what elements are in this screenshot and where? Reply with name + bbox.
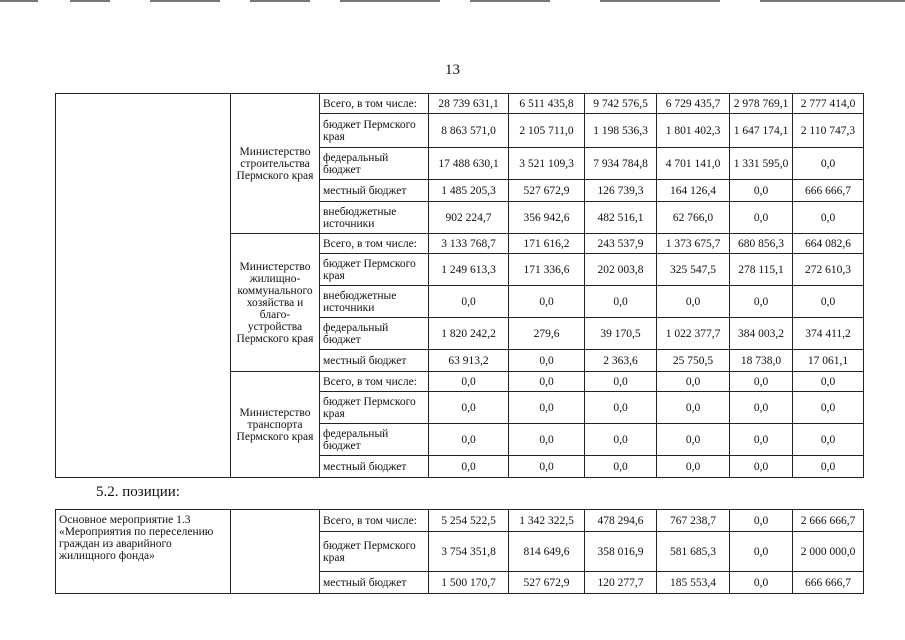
source-cell: бюджет Пермского края (320, 532, 429, 572)
value-cell: 374 411,2 (793, 318, 864, 350)
source-cell: Всего, в том числе: (320, 510, 429, 532)
value-cell: 0,0 (509, 392, 585, 424)
source-cell: бюджет Пермского края (320, 254, 429, 286)
ministry-cell: Министерство строительства Пермского края (231, 94, 320, 234)
value-cell: 0,0 (793, 148, 864, 180)
value-cell: 0,0 (429, 372, 509, 392)
value-cell: 0,0 (793, 202, 864, 234)
value-cell: 356 942,6 (509, 202, 585, 234)
value-cell: 0,0 (585, 392, 657, 424)
value-cell: 2 110 747,3 (793, 114, 864, 148)
value-cell: 279,6 (509, 318, 585, 350)
value-cell: 2 777 414,0 (793, 94, 864, 114)
value-cell: 0,0 (657, 286, 730, 318)
value-cell: 0,0 (429, 456, 509, 478)
value-cell: 2 978 769,1 (730, 94, 793, 114)
value-cell: 0,0 (793, 392, 864, 424)
source-cell: внебюджетные источники (320, 286, 429, 318)
source-cell: местный бюджет (320, 456, 429, 478)
value-cell: 5 254 522,5 (429, 510, 509, 532)
value-cell: 0,0 (585, 372, 657, 392)
value-cell: 767 238,7 (657, 510, 730, 532)
source-cell: бюджет Пермского края (320, 392, 429, 424)
value-cell: 814 649,6 (509, 532, 585, 572)
section-heading: 5.2. позиции: (96, 484, 180, 500)
ministry-cell: Министерство жилищно-коммунального хозяйства и благо-устройства Пермского края (231, 234, 320, 372)
value-cell: 17 488 630,1 (429, 148, 509, 180)
value-cell: 0,0 (793, 456, 864, 478)
value-cell: 0,0 (509, 424, 585, 456)
value-cell: 1 249 613,3 (429, 254, 509, 286)
value-cell: 581 685,3 (657, 532, 730, 572)
value-cell: 278 115,1 (730, 254, 793, 286)
source-cell: внебюджетные источники (320, 202, 429, 234)
source-cell: местный бюджет (320, 572, 429, 594)
value-cell: 1 647 174,1 (730, 114, 793, 148)
value-cell: 0,0 (730, 202, 793, 234)
value-cell: 0,0 (429, 424, 509, 456)
empty-activity-cell (56, 94, 231, 478)
value-cell: 2 105 711,0 (509, 114, 585, 148)
value-cell: 6 729 435,7 (657, 94, 730, 114)
value-cell: 666 666,7 (793, 572, 864, 594)
source-cell: федеральный бюджет (320, 318, 429, 350)
value-cell: 0,0 (730, 510, 793, 532)
activity-cell: Основное мероприятие 1.3 «Мероприятия по переселению граждан из аварийного жилищного фонда» (56, 510, 231, 594)
value-cell: 0,0 (657, 392, 730, 424)
value-cell: 126 739,3 (585, 180, 657, 202)
value-cell: 1 022 377,7 (657, 318, 730, 350)
value-cell: 0,0 (793, 372, 864, 392)
value-cell: 902 224,7 (429, 202, 509, 234)
value-cell: 272 610,3 (793, 254, 864, 286)
value-cell: 0,0 (657, 372, 730, 392)
source-cell: местный бюджет (320, 180, 429, 202)
value-cell: 478 294,6 (585, 510, 657, 532)
value-cell: 358 016,9 (585, 532, 657, 572)
value-cell: 527 672,9 (509, 572, 585, 594)
value-cell: 0,0 (793, 424, 864, 456)
value-cell: 0,0 (429, 286, 509, 318)
value-cell: 7 934 784,8 (585, 148, 657, 180)
value-cell: 3 133 768,7 (429, 234, 509, 254)
value-cell: 1 801 402,3 (657, 114, 730, 148)
source-cell: местный бюджет (320, 350, 429, 372)
value-cell: 2 666 666,7 (793, 510, 864, 532)
value-cell: 0,0 (509, 372, 585, 392)
value-cell: 482 516,1 (585, 202, 657, 234)
value-cell: 0,0 (509, 286, 585, 318)
source-cell: Всего, в том числе: (320, 94, 429, 114)
value-cell: 171 616,2 (509, 234, 585, 254)
value-cell: 185 553,4 (657, 572, 730, 594)
value-cell: 0,0 (730, 424, 793, 456)
value-cell: 527 672,9 (509, 180, 585, 202)
value-cell: 4 701 141,0 (657, 148, 730, 180)
source-cell: Всего, в том числе: (320, 234, 429, 254)
source-cell: Всего, в том числе: (320, 372, 429, 392)
positions-table (55, 509, 864, 594)
value-cell: 243 537,9 (585, 234, 657, 254)
value-cell: 0,0 (657, 424, 730, 456)
value-cell: 39 170,5 (585, 318, 657, 350)
value-cell: 2 000 000,0 (793, 532, 864, 572)
value-cell: 0,0 (730, 180, 793, 202)
value-cell: 680 856,3 (730, 234, 793, 254)
value-cell: 0,0 (509, 456, 585, 478)
value-cell: 666 666,7 (793, 180, 864, 202)
value-cell: 1 500 170,7 (429, 572, 509, 594)
value-cell: 0,0 (585, 424, 657, 456)
value-cell: 0,0 (730, 572, 793, 594)
ministry-cell (231, 510, 320, 594)
value-cell: 0,0 (793, 286, 864, 318)
table-row (56, 94, 864, 114)
value-cell: 18 738,0 (730, 350, 793, 372)
value-cell: 1 485 205,3 (429, 180, 509, 202)
value-cell: 202 003,8 (585, 254, 657, 286)
value-cell: 17 061,1 (793, 350, 864, 372)
value-cell: 1 342 322,5 (509, 510, 585, 532)
value-cell: 6 511 435,8 (509, 94, 585, 114)
value-cell: 2 363,6 (585, 350, 657, 372)
top-rule (0, 0, 905, 3)
value-cell: 0,0 (429, 392, 509, 424)
value-cell: 0,0 (657, 456, 730, 478)
value-cell: 0,0 (730, 392, 793, 424)
financing-table (55, 93, 864, 478)
value-cell: 120 277,7 (585, 572, 657, 594)
value-cell: 1 373 675,7 (657, 234, 730, 254)
value-cell: 664 082,6 (793, 234, 864, 254)
value-cell: 0,0 (730, 286, 793, 318)
value-cell: 3 521 109,3 (509, 148, 585, 180)
value-cell: 0,0 (730, 372, 793, 392)
value-cell: 0,0 (585, 456, 657, 478)
source-cell: федеральный бюджет (320, 424, 429, 456)
value-cell: 28 739 631,1 (429, 94, 509, 114)
value-cell: 384 003,2 (730, 318, 793, 350)
value-cell: 9 742 576,5 (585, 94, 657, 114)
value-cell: 164 126,4 (657, 180, 730, 202)
value-cell: 0,0 (585, 286, 657, 318)
page-number: 13 (445, 62, 460, 78)
source-cell: бюджет Пермского края (320, 114, 429, 148)
value-cell: 1 198 536,3 (585, 114, 657, 148)
source-cell: федеральный бюджет (320, 148, 429, 180)
table-row (56, 510, 864, 532)
value-cell: 1 331 595,0 (730, 148, 793, 180)
value-cell: 0,0 (730, 456, 793, 478)
value-cell: 8 863 571,0 (429, 114, 509, 148)
value-cell: 62 766,0 (657, 202, 730, 234)
value-cell: 0,0 (509, 350, 585, 372)
value-cell: 325 547,5 (657, 254, 730, 286)
value-cell: 1 820 242,2 (429, 318, 509, 350)
value-cell: 25 750,5 (657, 350, 730, 372)
value-cell: 3 754 351,8 (429, 532, 509, 572)
value-cell: 63 913,2 (429, 350, 509, 372)
value-cell: 171 336,6 (509, 254, 585, 286)
ministry-cell: Министерство транспорта Пермского края (231, 372, 320, 478)
value-cell: 0,0 (730, 532, 793, 572)
